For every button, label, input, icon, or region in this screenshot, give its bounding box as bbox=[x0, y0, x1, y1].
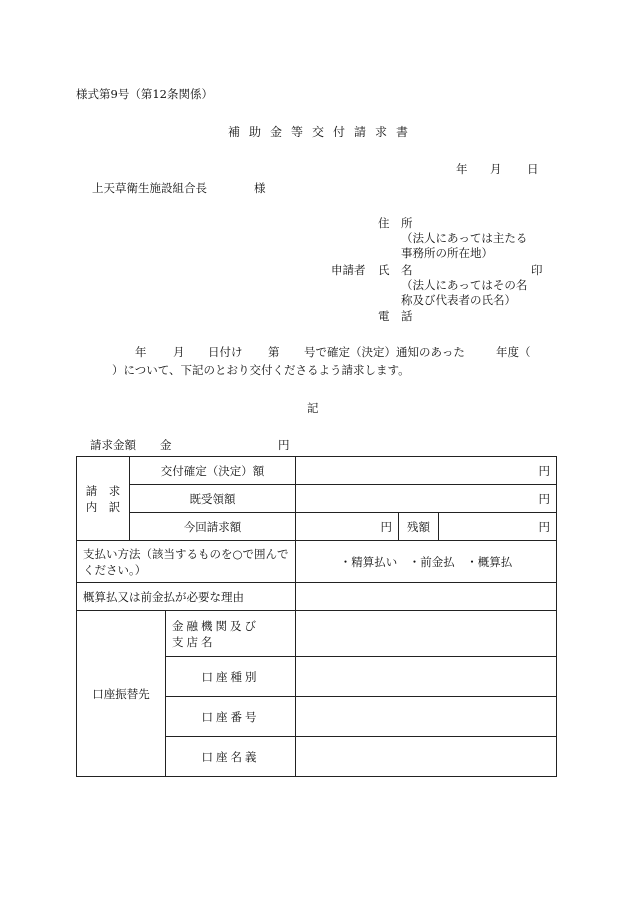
addressee-suffix: 様 bbox=[254, 181, 266, 195]
bank-label-line-1: 金融機関及び bbox=[172, 618, 259, 633]
table-row bbox=[77, 513, 557, 541]
body-month: 月 bbox=[173, 345, 185, 359]
bank-field[interactable] bbox=[296, 611, 557, 657]
breakdown-label-line-1: 請 求 bbox=[85, 483, 121, 498]
table-row bbox=[77, 485, 557, 513]
body-line-2: ）について、下記のとおり交付くださるよう請求します。 bbox=[112, 363, 410, 377]
account-name-label: 口座名義 bbox=[166, 737, 296, 777]
name-note-2: 称及び代表者の氏名） bbox=[401, 293, 516, 307]
yen-unit: 円 bbox=[538, 491, 551, 506]
date-day: 日 bbox=[527, 162, 539, 176]
addressee-name: 上天草衛生施設組合長 bbox=[92, 181, 207, 195]
seal-mark: 印 bbox=[531, 263, 543, 277]
claim-form-table bbox=[76, 456, 557, 777]
table-row bbox=[77, 541, 557, 583]
account-name-field[interactable] bbox=[296, 737, 557, 777]
claim-amount-yen: 円 bbox=[278, 438, 290, 452]
bank-label bbox=[166, 611, 296, 657]
current-claim-field[interactable] bbox=[296, 513, 399, 541]
received-amount-label: 既受領額 bbox=[130, 485, 296, 513]
table-row bbox=[77, 583, 557, 611]
breakdown-label bbox=[77, 457, 130, 541]
breakdown-label-line-2: 内 訳 bbox=[85, 499, 121, 514]
yen-unit: 円 bbox=[380, 519, 392, 534]
bank-label-line-2: 支店名 bbox=[172, 634, 216, 649]
address-label: 住 所 bbox=[378, 216, 413, 230]
body-year: 年 bbox=[135, 345, 147, 359]
name-label: 氏 名 bbox=[378, 263, 413, 277]
phone-label: 電 話 bbox=[378, 309, 413, 323]
confirmed-amount-field[interactable] bbox=[296, 457, 557, 485]
remaining-label: 残額 bbox=[399, 513, 439, 541]
yen-unit: 円 bbox=[538, 519, 551, 534]
body-notice: 号で確定（決定）通知のあった bbox=[304, 345, 465, 359]
payment-method-label: 支払い方法（該当するものを○で囲んでください。） bbox=[77, 541, 296, 583]
account-label: 口座振替先 bbox=[77, 611, 166, 777]
claim-amount-label: 請求金額 bbox=[90, 438, 136, 452]
confirmed-amount-label: 交付確定（決定）額 bbox=[130, 457, 296, 485]
date-month: 月 bbox=[490, 162, 502, 176]
received-amount-field[interactable] bbox=[296, 485, 557, 513]
address-note-2: 事務所の所在地） bbox=[401, 246, 493, 260]
table-row bbox=[77, 457, 557, 485]
claim-amount-kin: 金 bbox=[160, 438, 172, 452]
table-row bbox=[77, 611, 557, 657]
remaining-field[interactable] bbox=[439, 513, 557, 541]
applicant-heading: 申請者 bbox=[331, 263, 366, 277]
name-note-1: （法人にあってはその名 bbox=[401, 278, 528, 292]
current-claim-label: 今回請求額 bbox=[130, 513, 296, 541]
account-number-field[interactable] bbox=[296, 697, 557, 737]
reason-label: 概算払又は前金払が必要な理由 bbox=[77, 583, 296, 611]
account-type-label: 口座種別 bbox=[166, 657, 296, 697]
body-dai: 第 bbox=[268, 345, 280, 359]
form-number: 様式第9号（第12条関係） bbox=[76, 87, 213, 101]
account-number-label: 口座番号 bbox=[166, 697, 296, 737]
address-note-1: （法人にあっては主たる bbox=[401, 231, 528, 245]
body-fiscal-year: 年度（ bbox=[496, 345, 531, 359]
yen-unit: 円 bbox=[538, 463, 551, 478]
date-year: 年 bbox=[456, 162, 468, 176]
reason-field[interactable] bbox=[296, 583, 557, 611]
account-type-field[interactable] bbox=[296, 657, 557, 697]
ki-heading: 記 bbox=[307, 401, 319, 415]
payment-method-options[interactable]: ・精算払い ・前金払 ・概算払 bbox=[296, 541, 557, 583]
document-title: 補助金等交付請求書 bbox=[228, 125, 418, 139]
body-dated: 日付け bbox=[208, 345, 243, 359]
